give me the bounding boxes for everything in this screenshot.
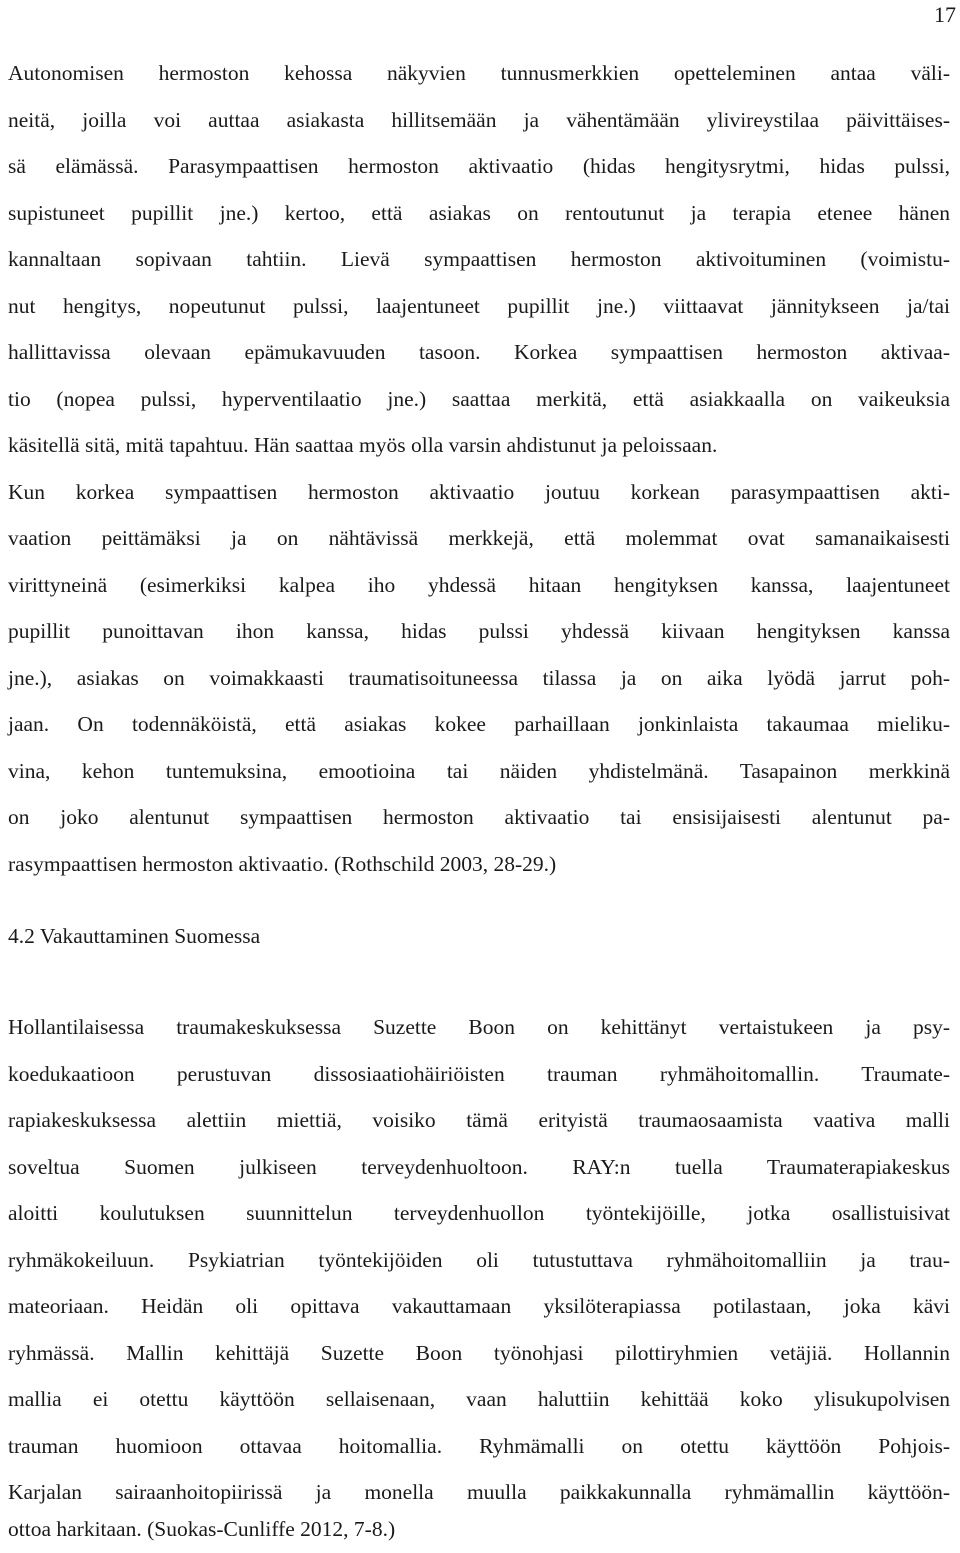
text-line: jaan. On todennäköistä, että asiakas kokee parhaillaan jonkinlaista takaumaa mieliku- <box>8 712 950 736</box>
text-line: nut hengitys, nopeutunut pulssi, laajentuneet pupillit jne.) viittaavat jännitykseen ja/tai <box>8 294 950 318</box>
text-line: koedukaatioon perustuvan dissosiaatiohäiriöisten trauman ryhmähoitomallin. Traumate- <box>8 1062 950 1086</box>
text-line: hallittavissa olevaan epämukavuuden tasoon. Korkea sympaattisen hermoston aktivaa- <box>8 340 950 364</box>
text-line: supistuneet pupillit jne.) kertoo, että asiakas on rentoutunut ja terapia etenee hänen <box>8 201 950 225</box>
text-line: kannaltaan sopivaan tahtiin. Lievä sympaattisen hermoston aktivoituminen (voimistu- <box>8 247 950 271</box>
text-line: rapiakeskuksessa alettiin miettiä, voisiko tämä erityistä traumaosaamista vaativa malli <box>8 1108 950 1132</box>
text-line: sä elämässä. Parasympaattisen hermoston aktivaatio (hidas hengitysrytmi, hidas pulssi, <box>8 154 950 178</box>
text-line: mallia ei otettu käyttöön sellaisenaan, vaan haluttiin kehittää koko ylisukupolvisen <box>8 1387 950 1411</box>
text-line: soveltua Suomen julkiseen terveydenhuoltoon. RAY:n tuella Traumaterapiakeskus <box>8 1155 950 1179</box>
text-line: Kun korkea sympaattisen hermoston aktivaatio joutuu korkean parasympaattisen akti- <box>8 480 950 504</box>
text-line: Hollantilaisessa traumakeskuksessa Suzette Boon on kehittänyt vertaistukeen ja psy- <box>8 1015 950 1039</box>
text-line: Autonomisen hermoston kehossa näkyvien tunnusmerkkien opetteleminen antaa väli- <box>8 61 950 85</box>
text-line: ryhmäkokeiluun. Psykiatrian työntekijöiden oli tutustuttava ryhmähoitomalliin ja trau- <box>8 1248 950 1272</box>
text-line: mateoriaan. Heidän oli opittava vakauttamaan yksilöterapiassa potilastaan, joka kävi <box>8 1294 950 1318</box>
text-line: vaation peittämäksi ja on nähtävissä merkkejä, että molemmat ovat samanaikaisesti <box>8 526 950 550</box>
text-line: käsitellä sitä, mitä tapahtuu. Hän saattaa myös olla varsin ahdistunut ja peloissaan. <box>8 433 718 457</box>
text-line: Karjalan sairaanhoitopiirissä ja monella muulla paikkakunnalla ryhmämallin käyttöön- <box>8 1480 950 1504</box>
text-line: vina, kehon tuntemuksina, emootioina tai näiden yhdistelmänä. Tasapainon merkkinä <box>8 759 950 783</box>
text-line: rasympaattisen hermoston aktivaatio. (Rothschild 2003, 28-29.) <box>8 852 557 876</box>
page-number: 17 <box>934 2 956 27</box>
text-line: trauman huomioon ottavaa hoitomallia. Ryhmämalli on otettu käyttöön Pohjois- <box>8 1434 950 1458</box>
text-line: pupillit punoittavan ihon kanssa, hidas pulssi yhdessä kiivaan hengityksen kanssa <box>8 619 950 643</box>
text-line: virittyneinä (esimerkiksi kalpea iho yhdessä hitaan hengityksen kanssa, laajentuneet <box>8 573 950 597</box>
text-line: aloitti koulutuksen suunnittelun terveydenhuollon työntekijöille, jotka osallistuisivat <box>8 1201 950 1225</box>
text-line: neitä, joilla voi auttaa asiakasta hillitsemään ja vähentämään ylivireystilaa päivittäises- <box>8 108 950 132</box>
text-line: on joko alentunut sympaattisen hermoston aktivaatio tai ensisijaisesti alentunut pa- <box>8 805 950 829</box>
text-line: jne.), asiakas on voimakkaasti traumatisoituneessa tilassa ja on aika lyödä jarrut poh- <box>8 666 950 690</box>
section-heading: 4.2 Vakauttaminen Suomessa <box>8 924 261 948</box>
text-line: ryhmässä. Mallin kehittäjä Suzette Boon työnohjasi pilottiryhmien vetäjiä. Hollannin <box>8 1341 950 1365</box>
text-line: tio (nopea pulssi, hyperventilaatio jne.) saattaa merkitä, että asiakkaalla on vaikeuksia <box>8 387 950 411</box>
text-line: ottoa harkitaan. (Suokas-Cunliffe 2012, 7-8.) <box>8 1517 396 1541</box>
